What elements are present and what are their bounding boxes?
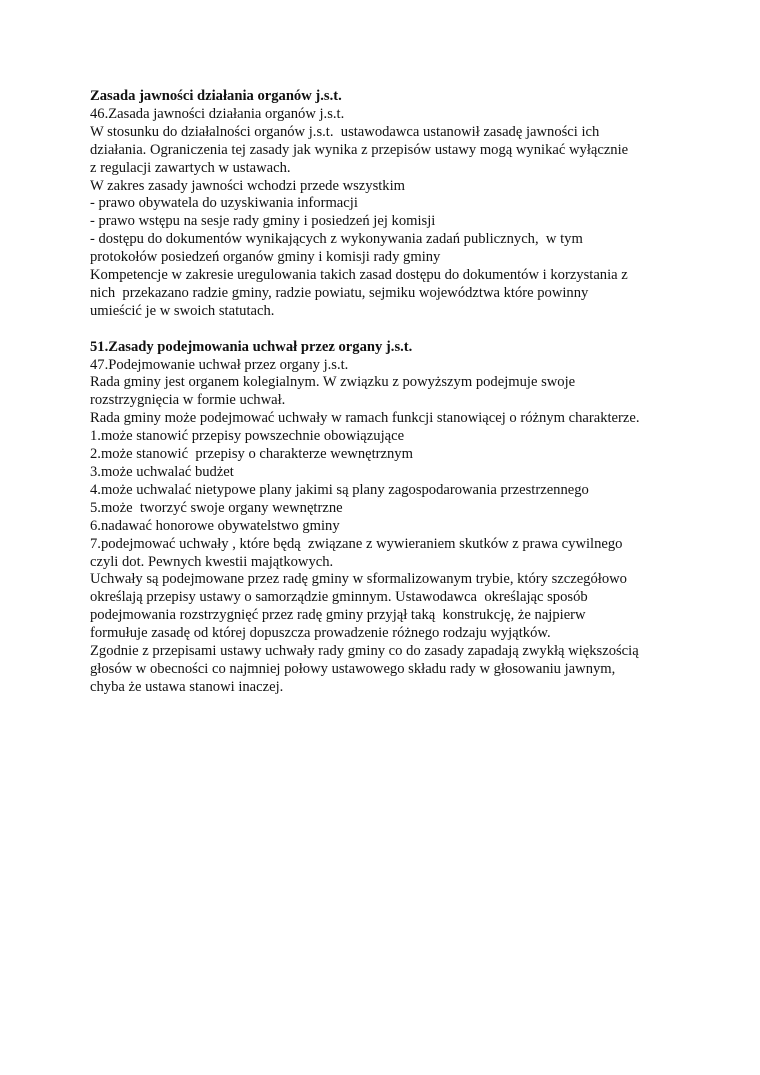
list-item: 4.może uchwalać nietypowe plany jakimi są plany zagospodarowania przestrzennego	[90, 481, 589, 498]
list-item: 1.może stanowić przepisy powszechnie obowiązujące	[90, 428, 405, 445]
list-item: - prawo wstępu na sesje rady gminy i posiedzeń jej komisji	[90, 213, 436, 230]
subheading-line: 47.Podejmowanie uchwał przez organy j.s.t.	[90, 356, 349, 373]
document-page	[90, 88, 690, 697]
list-item-continuation: protokołów posiedzeń organów gminy i komisji rady gminy	[90, 249, 441, 266]
paragraph-line: określają przepisy ustawy o samorządzie gminnym. Ustawodawca określając sposób	[90, 589, 588, 606]
list-item: 2.może stanowić przepisy o charakterze wewnętrznym	[90, 446, 413, 463]
paragraph-line: Kompetencje w zakresie uregulowania takich zasad dostępu do dokumentów i korzystania z	[90, 267, 628, 284]
section-jawnosc	[90, 88, 690, 321]
paragraph-line: rozstrzygnięcia w formie uchwał.	[90, 392, 286, 409]
subheading-line: 46.Zasada jawności działania organów j.s.t.	[90, 105, 345, 122]
list-item: 5.może tworzyć swoje organy wewnętrzne	[90, 499, 343, 516]
paragraph-line: W stosunku do działalności organów j.s.t. ustawodawca ustanowił zasadę jawności ich	[90, 123, 600, 140]
paragraph-line: Uchwały są podejmowane przez radę gminy w sformalizowanym trybie, który szczegółowo	[90, 571, 627, 588]
paragraph-line: W zakres zasady jawności wchodzi przede wszystkim	[90, 177, 406, 194]
paragraph-line: działania. Ograniczenia tej zasady jak wynika z przepisów ustawy mogą wynikać wyłącznie	[90, 141, 629, 158]
section-heading: 51.Zasady podejmowania uchwał przez organy j.s.t.	[90, 338, 413, 355]
list-item: - dostępu do dokumentów wynikających z wykonywania zadań publicznych, w tym	[90, 231, 583, 248]
paragraph-line: Zgodnie z przepisami ustawy uchwały rady gminy co do zasady zapadają zwykłą większością	[90, 643, 639, 660]
paragraph-line: podejmowania rozstrzygnięć przez radę gminy przyjął taką konstrukcję, że najpierw	[90, 607, 586, 624]
list-item-continuation: czyli dot. Pewnych kwestii majątkowych.	[90, 553, 334, 570]
paragraph-line: nich przekazano radzie gminy, radzie powiatu, sejmiku województwa które powinny	[90, 284, 589, 301]
section-heading: Zasada jawności działania organów j.s.t.	[90, 88, 342, 104]
paragraph-line: chyba że ustawa stanowi inaczej.	[90, 678, 284, 695]
list-item: - prawo obywatela do uzyskiwania informacji	[90, 195, 358, 212]
paragraph-line: Rada gminy może podejmować uchwały w ramach funkcji stanowiącej o różnym charakterze.	[90, 410, 640, 427]
paragraph-line: Rada gminy jest organem kolegialnym. W związku z powyższym podejmuje swoje	[90, 374, 576, 391]
paragraph-line: głosów w obecności co najmniej połowy ustawowego składu rady w głosowaniu jawnym,	[90, 660, 616, 677]
paragraph-line: umieścić je w swoich statutach.	[90, 302, 275, 319]
list-item: 6.nadawać honorowe obywatelstwo gminy	[90, 517, 340, 534]
list-item: 7.podejmować uchwały , które będą związane z wywieraniem skutków z prawa cywilnego	[90, 535, 623, 552]
paragraph-line: formułuje zasadę od której dopuszcza prowadzenie różnego rodzaju wyjątków.	[90, 625, 551, 642]
section-uchwaly	[90, 339, 690, 697]
paragraph-line: z regulacji zawartych w ustawach.	[90, 159, 291, 176]
list-item: 3.może uchwalać budżet	[90, 464, 234, 481]
